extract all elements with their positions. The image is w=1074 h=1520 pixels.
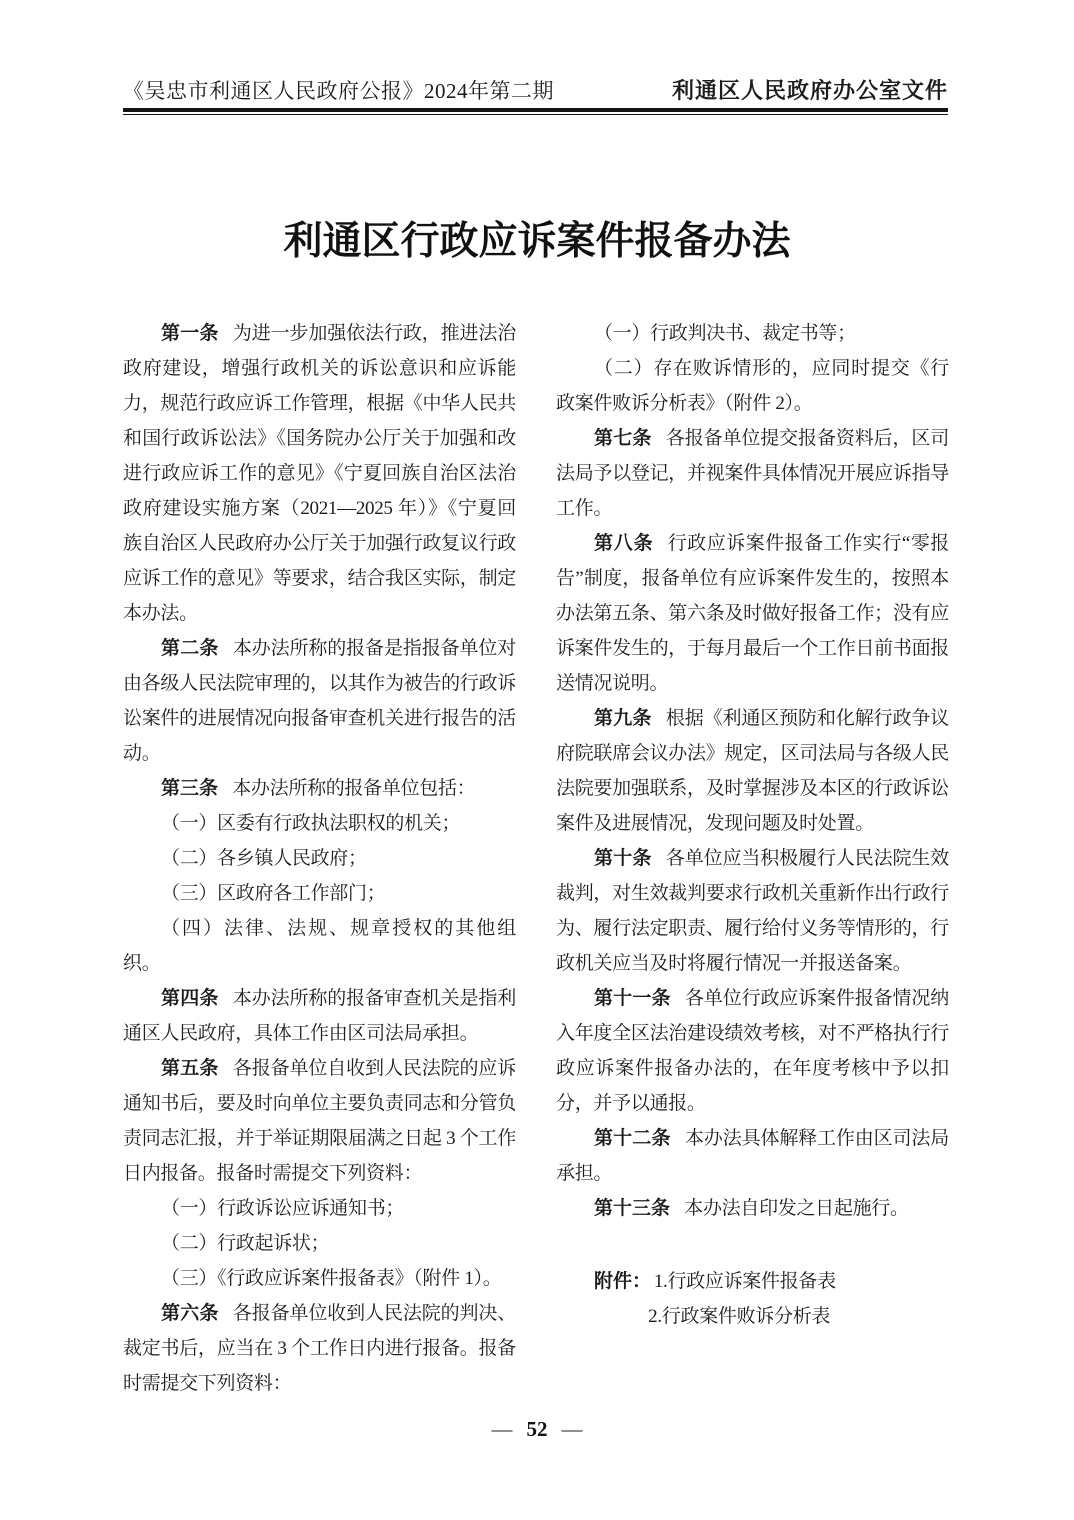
article-paragraph: 第五条 各报备单位自收到人民法院的应诉通知书后，要及时向单位主要负责同志和分管负责同志汇报，并于举证期限届满之日起 3 个工作日内报备。报备时需提交下列资料： [123, 1058, 516, 1184]
document-title: 利通区行政应诉案件报备办法 [283, 220, 791, 263]
right-column [556, 316, 949, 1401]
list-item-paragraph: （三）《行政应诉案件报备表》（附件 1）。 [161, 1268, 502, 1289]
article-number: 第九条 [594, 708, 652, 729]
attachment-line: 附件： 1.行政应诉案件报备表 [594, 1271, 836, 1292]
attachment-line: 2.行政案件败诉分析表 [648, 1306, 831, 1327]
list-item-paragraph: （四）法律、法规、规章授权的其他组织。 [123, 918, 516, 974]
list-item-paragraph: （二）各乡镇人民政府； [161, 848, 367, 869]
attachment-label: 附件： [594, 1271, 652, 1292]
article-number: 第十一条 [594, 988, 671, 1009]
list-item-paragraph: （一）区委有行政执法职权的机关； [161, 813, 461, 834]
article-number: 第八条 [594, 533, 654, 554]
list-item-paragraph: （二）存在败诉情形的，应同时提交《行政案件败诉分析表》（附件 2）。 [556, 358, 949, 414]
article-paragraph: 第七条 各报备单位提交报备资料后，区司法局予以登记，并视案件具体情况开展应诉指导工作。 [556, 428, 949, 519]
page-footer [0, 1412, 1074, 1447]
list-item-paragraph: （一）行政诉讼应诉通知书； [161, 1198, 405, 1219]
article-paragraph: 第一条 为进一步加强依法行政，推进法治政府建设，增强行政机关的诉讼意识和应诉能力，规范行政应诉工作管理，根据《中华人民共和国行政诉讼法》《国务院办公厅关于加强和改进行政应诉工作的意见》《宁夏回族自治区法治政府建设实施方案（2021—2025 年）》《宁夏回族自治区人民政府办公厅关于加强行政复议行政应诉工作的意见》等要求，结合我区实际，制定本办法。 [123, 323, 516, 624]
article-number: 第五条 [161, 1058, 219, 1079]
article-number: 第四条 [161, 988, 219, 1009]
article-paragraph: 第九条 根据《利通区预防和化解行政争议府院联席会议办法》规定，区司法局与各级人民法院要加强联系，及时掌握涉及本区的行政诉讼案件及进展情况，发现问题及时处置。 [556, 708, 949, 834]
article-paragraph: 第十三条 本办法自印发之日起施行。 [594, 1198, 909, 1219]
article-number: 第一条 [161, 323, 219, 344]
page-number-dash-right: — [561, 1417, 583, 1441]
article-number: 第六条 [161, 1303, 219, 1324]
article-paragraph: 第十二条 本办法具体解释工作由区司法局承担。 [556, 1128, 949, 1184]
list-item-paragraph: （一）行政判决书、裁定书等； [594, 323, 856, 344]
article-paragraph: 第十一条 各单位行政应诉案件报备情况纳入年度全区法治建设绩效考核，对不严格执行行政应诉案件报备办法的，在年度考核中予以扣分，并予以通报。 [556, 988, 949, 1114]
article-number: 第七条 [594, 428, 652, 449]
article-number: 第三条 [161, 778, 219, 799]
article-number: 第十三条 [594, 1198, 671, 1219]
article-paragraph: 第六条 各报备单位收到人民法院的判决、裁定书后，应当在 3 个工作日内进行报备。报备时需提交下列资料： [123, 1303, 516, 1394]
gazette-issue-label: 《吴忠市利通区人民政府公报》2024年第二期 [123, 79, 554, 103]
article-number: 第十二条 [594, 1128, 671, 1149]
article-paragraph: 第二条 本办法所称的报备是指报备单位对由各级人民法院审理的，以其作为被告的行政诉讼案件的进展情况向报备审查机关进行报告的活动。 [123, 638, 516, 764]
article-number: 第十条 [594, 848, 652, 869]
article-paragraph: 第八条 行政应诉案件报备工作实行“零报告”制度，报备单位有应诉案件发生的，按照本办法第五条、第六条及时做好报备工作；没有应诉案件发生的，于每月最后一个工作日前书面报送情况说明。 [556, 533, 949, 694]
article-paragraph: 第四条 本办法所称的报备审查机关是指利通区人民政府，具体工作由区司法局承担。 [123, 988, 516, 1044]
list-item-paragraph: （二）行政起诉状； [161, 1233, 330, 1254]
list-item-paragraph: （三）区政府各工作部门； [161, 883, 386, 904]
issuing-office-label: 利通区人民政府办公室文件 [671, 78, 948, 103]
page-header [123, 74, 948, 105]
article-paragraph: 第十条 各单位应当积极履行人民法院生效裁判，对生效裁判要求行政机关重新作出行政行为、履行法定职责、履行给付义务等情形的，行政机关应当及时将履行情况一并报送备案。 [556, 848, 949, 974]
page-number: 52 [526, 1417, 548, 1441]
article-number: 第二条 [161, 638, 219, 659]
body-columns [123, 316, 948, 1401]
article-paragraph: 第三条 本办法所称的报备单位包括： [161, 778, 476, 799]
left-column [123, 316, 516, 1401]
page-number-dash-left: — [491, 1417, 513, 1441]
header-rule [123, 108, 948, 115]
